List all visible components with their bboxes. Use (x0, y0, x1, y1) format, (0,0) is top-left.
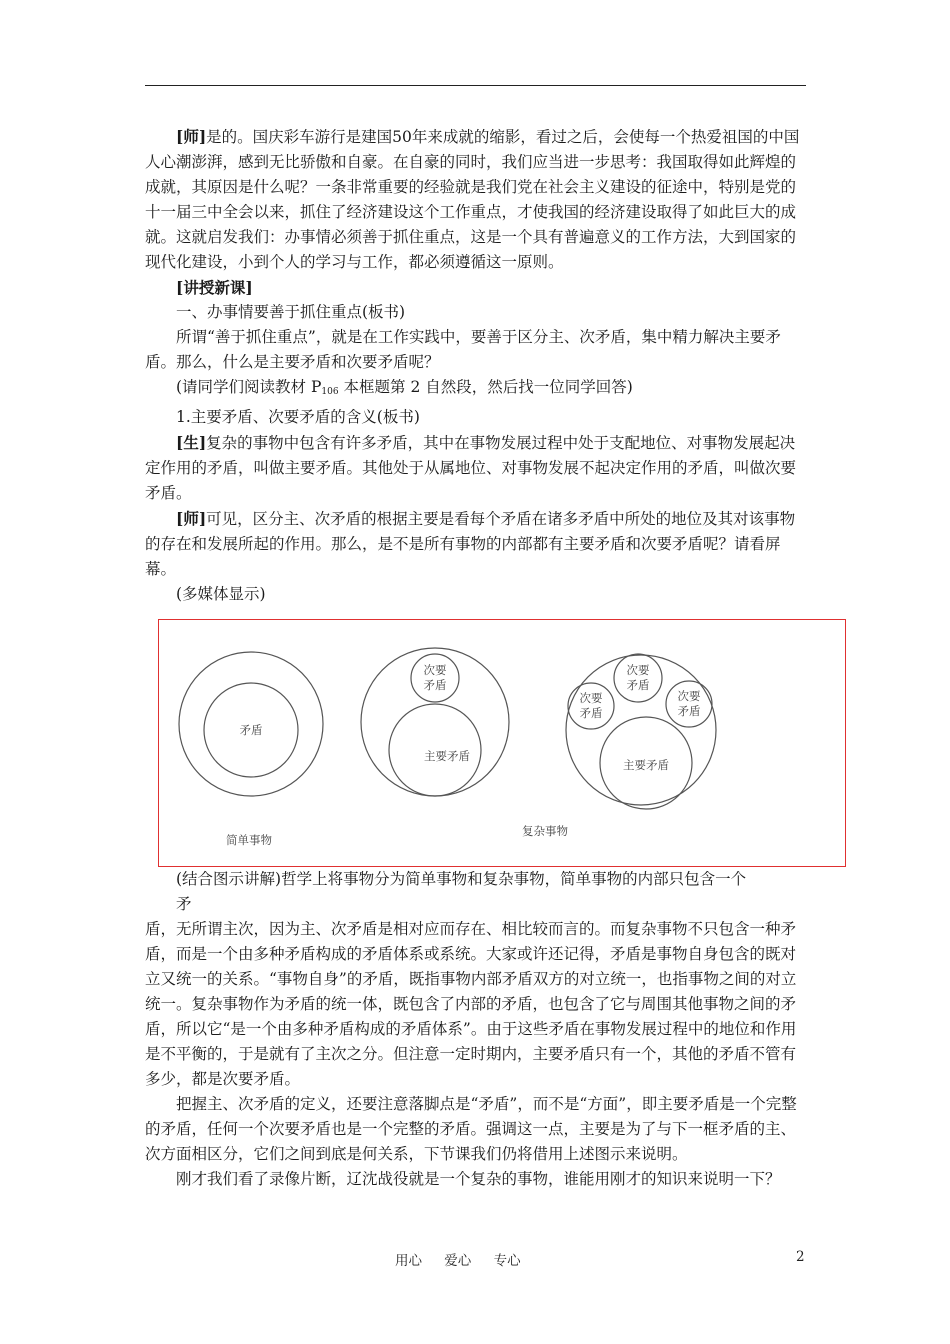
complex1-minor-label-2: 矛盾 (423, 678, 447, 692)
board-title-2: 1.主要矛盾、次要矛盾的含义(板书) (176, 408, 420, 426)
page-number: 2 (796, 1249, 805, 1265)
paragraph-definition-question: 所谓“善于抓住重点”，就是在工作实践中，要善于区分主、次矛盾，集中精力解决主要矛盾。那么，什么是主要矛盾和次要矛盾呢？ (145, 328, 781, 371)
speaker-tag: [生] (176, 433, 207, 452)
simple-contradiction-label: 矛盾 (239, 723, 263, 737)
caption-simple: 简单事物 (226, 833, 272, 847)
explanation-first-line: (结合图示讲解)哲学上将事物分为简单事物和复杂事物，简单事物的内部只包含一个 (176, 870, 747, 888)
paragraph-grasp-definition: 把握主、次矛盾的定义，还要注意落脚点是“矛盾”，而不是“方面”，即主要矛盾是一个完整的矛盾，任何一个次要矛盾也是一个完整的矛盾。强调这一点，主要是为了与下一框矛盾的主、次方面相区分，它们之间到底是何关系，下节课我们仍将借用上述图示来说明。 (145, 1095, 797, 1163)
paragraph-explanation: 盾，无所谓主次，因为主、次矛盾是相对应而存在、相比较而言的。而复杂事物不只包含一种矛盾，而是一个由多种矛盾构成的矛盾体系或系统。大家或许还记得，矛盾是事物自身包含的既对立又统一的关系。“事物自身”的矛盾，既指事物内部矛盾双方的对立统一，也指事物之间的对立统一。复杂事物作为矛盾的统一体，既包含了内部的矛盾，也包含了它与周围其他事物之间的矛盾，所以它“是一个由多种矛盾构成的矛盾体系”。由于这些矛盾在事物发展过程中的地位和作用是不平衡的，于是就有了主次之分。但注意一定时期内，主要矛盾只有一个，其他的矛盾不管有多少，都是次要矛盾。 (145, 920, 797, 1088)
reading-instruction: (请同学们阅读教材 $P_{106}$ 本框题第 2 自然段，然后找一位同学回答) (176, 378, 633, 397)
complex2-minor-left-label-2: 矛盾 (579, 706, 603, 720)
complex2-minor-top-label-1: 次要 (626, 663, 650, 677)
complex2-minor-left-label-1: 次要 (579, 691, 603, 705)
footer-word-3: 专心 (493, 1253, 521, 1269)
diagram-canvas (159, 620, 847, 868)
section-heading: [讲授新课] (176, 278, 253, 297)
contradiction-diagram (158, 619, 846, 867)
speaker-tag: [师] (176, 127, 207, 146)
speaker-tag: [师] (176, 509, 207, 528)
paragraph-teacher-followup: [师]可见，区分主、次矛盾的根据主要是看每个矛盾在诸多矛盾中所处的地位及其对该事物的存在和发展所起的作用。那么，是不是所有事物的内部都有主要矛盾和次要矛盾呢？请看屏幕。 (145, 509, 796, 578)
complex1-minor-label-1: 次要 (423, 663, 447, 677)
explanation-orphan-char: 矛 (176, 895, 192, 913)
header-rule (145, 85, 806, 86)
footer-motto (395, 1249, 555, 1269)
complex2-minor-right-label-1: 次要 (677, 689, 701, 703)
footer-word-1: 用心 (395, 1253, 422, 1269)
footer-word-2: 爱心 (444, 1253, 472, 1269)
board-title-1: 一、办事情要善于抓住重点(板书) (176, 303, 406, 321)
caption-complex: 复杂事物 (522, 824, 568, 838)
paragraph-student-answer: [生]复杂的事物中包含有许多矛盾，其中在事物发展过程中处于支配地位、对事物发展起决定作用的矛盾，叫做主要矛盾。其他处于从属地位、对事物发展不起决定作用的矛盾，叫做次要矛盾。 (145, 433, 797, 502)
complex2-main-label: 主要矛盾 (623, 758, 669, 772)
paragraph-teacher-intro: [师]是的。国庆彩车游行是建国50年来成就的缩影，看过之后，会使每一个热爱祖国的中国人心潮澎湃，感到无比骄傲和自豪。在自豪的同时，我们应当进一步思考：我国取得如此辉煌的成就，其原因是什么呢？一条非常重要的经验就是我们党在社会主义建设的征途中，特别是党的十一届三中全会以来，抓住了经济建设这个工作重点，才使我国的经济建设取得了如此巨大的成就。这就启发我们：办事情必须善于抓住重点，这是一个具有普遍意义的工作方法，大到国家的现代化建设，小到个人的学习与工作，都必须遵循这一原则。 (145, 127, 800, 271)
multimedia-note: (多媒体显示) (176, 585, 266, 603)
paragraph-liaoshen-question: 刚才我们看了录像片断，辽沈战役就是一个复杂的事物，谁能用刚才的知识来说明一下？ (176, 1170, 781, 1188)
complex2-minor-right-label-2: 矛盾 (677, 704, 701, 718)
complex1-main-label: 主要矛盾 (424, 749, 470, 763)
complex2-minor-top-label-2: 矛盾 (626, 678, 650, 692)
page-body (145, 124, 806, 1192)
